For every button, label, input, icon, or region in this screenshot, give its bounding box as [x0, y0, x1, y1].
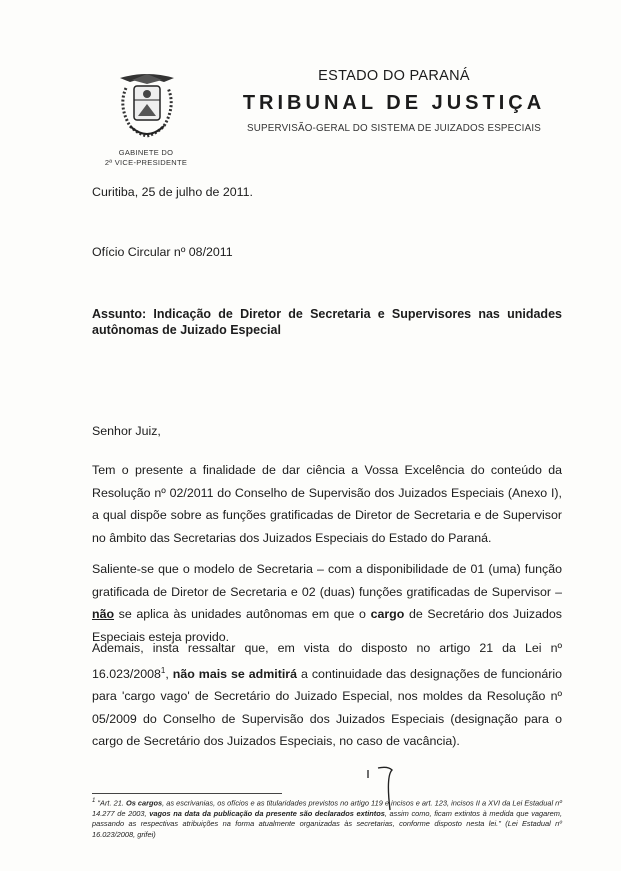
footnote-ref: 1: [160, 665, 166, 675]
paragraph-3: [92, 637, 562, 753]
office-line-2: 2ª VICE-PRESIDENTE: [104, 158, 188, 167]
subject-text: Indicação de Diretor de Secretaria e Supervisores nas unidades autônomas de Juizado Especial: [92, 307, 562, 337]
subject-label: Assunto:: [92, 307, 147, 321]
state-heading: ESTADO DO PARANÁ: [318, 68, 470, 84]
p3-text-d: a continuidade das designações de funcionário para 'cargo vago' de Secretário do Juizado Especial, nos moldes da Resolução nº 05/2009 do Conselho de Supervisão dos Juizados Especiais (designação para o cargo de Secretário dos Juizados Especiais, no caso de vacância).: [92, 666, 562, 749]
p3-emphasis: não mais se admitirá: [172, 666, 297, 681]
office-line-1: GABINETE DO: [118, 148, 174, 157]
paragraph-2: [92, 558, 562, 648]
p2-emphasis-cargo: cargo: [370, 607, 405, 621]
footnote-text-e: , assim como, ficam extintos à medida que vagarem, passando as respectivas atribuições na forma atualmente organizadas às secretarias, conforme disposto nesta lei." (Lei Estadual nº 16.023/2008, grifei): [92, 808, 562, 839]
date-line: Curitiba, 25 de julho de 2011.: [92, 185, 253, 199]
p2-text-a: Saliente-se que o modelo de Secretaria – com a disponibilidade de 01 (uma) função gratificada de Diretor de Secretaria e 02 (duas) funções gratificadas de Supervisor –: [92, 562, 562, 599]
salutation: Senhor Juiz,: [92, 424, 161, 438]
footnote-divider: [92, 793, 282, 794]
p3-text-a: Ademais, insta ressaltar que, em vista do disposto no artigo 21 da Lei nº 16.023/2008: [92, 641, 562, 681]
footnote-text-a: "Art. 21.: [97, 798, 124, 808]
division-heading: SUPERVISÃO-GERAL DO SISTEMA DE JUIZADOS ESPECIAIS: [247, 123, 541, 134]
reference-line: Ofício Circular nº 08/2011: [92, 245, 233, 259]
court-heading: TRIBUNAL DE JUSTIÇA: [242, 92, 546, 114]
p2-text-e: de Secretário dos Juizados Especiais esteja provido.: [92, 607, 562, 644]
footnote: [92, 796, 562, 840]
p2-text-c: se aplica às unidades autônomas em que o: [118, 607, 366, 621]
footnote-text-c: , as escrivanias, os ofícios e as titularidades previstos no artigo 119 e incisos e art. 123, incisos II a XVI da Lei Estadual nº 14.277 de 2003,: [92, 798, 562, 818]
parana-coat-of-arms-icon: [112, 70, 182, 144]
subject-line: [92, 306, 562, 338]
footnote-marker: 1: [92, 798, 96, 804]
p3-comma: ,: [165, 666, 169, 681]
footnote-emphasis-1: Os cargos: [125, 798, 163, 808]
footnote-emphasis-2: vagos na data da publicação da presente são declarados extintos: [149, 808, 385, 818]
p2-emphasis-nao: não: [92, 607, 115, 621]
paragraph-1: Tem o presente a finalidade de dar ciência a Vossa Excelência do conteúdo da Resolução nº 02/2011 do Conselho de Supervisão dos Juizados Especiais (Anexo I), a qual dispõe sobre as funções gratificadas de Diretor de Secretaria e de Supervisor no âmbito das Secretarias dos Juizados Especiais do Estado do Paraná.: [92, 463, 562, 545]
